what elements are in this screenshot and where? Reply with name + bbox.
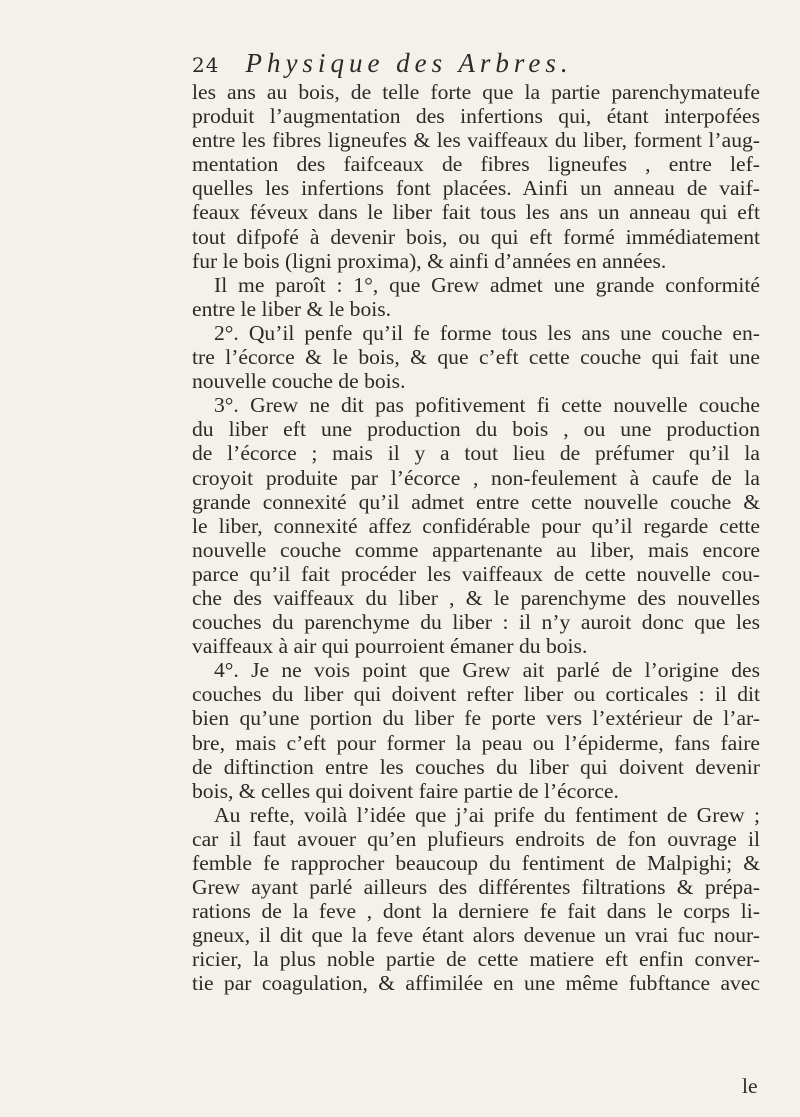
text-line: bois, & celles qui doivent faire partie de l’écorce. [192, 778, 619, 803]
text-line: Au refte, voilà l’idée que j’ai prife du fentiment de Grew ; [214, 802, 760, 827]
text-line: les ans au bois, de telle forte que la partie parenchymateufe [192, 80, 760, 104]
text-line: mentation des faifceaux de fibres ligneufes , entre lef- [192, 152, 760, 177]
text-line: rations de la feve , dont la derniere fe fait dans le corps li- [192, 899, 760, 924]
text-line: quelles les infertions font placées. Ainfi un anneau de vaif- [192, 176, 760, 201]
catchword: le [742, 1074, 758, 1098]
text-line: produit l’augmentation des infertions qui, étant interpofées [192, 104, 760, 129]
text-line: entre les fibres ligneufes & les vaiffeaux du liber, forment l’aug- [192, 128, 760, 153]
text-line: de l’écorce ; mais il y a tout lieu de préfumer qu’il la [192, 441, 760, 466]
text-line: fur le bois (ligni proxima), & ainfi d’années en années. [192, 248, 667, 273]
page-number: 24 [192, 53, 220, 77]
text-line: couches du parenchyme du liber : il n’y auroit donc que les [192, 610, 760, 635]
body-text [192, 80, 760, 996]
running-title: Physique des Arbres. [245, 48, 573, 78]
text-line: femble fe rapprocher beaucoup du fentiment de Malpighi; & [192, 851, 760, 875]
text-line: tout difpofé à devenir bois, ou qui eft formé immédiatement [192, 224, 760, 249]
text-line: nouvelle couche comme appartenante au liber, mais encore [192, 537, 760, 562]
text-line: parce qu’il fait procéder les vaiffeaux de cette nouvelle cou- [192, 561, 760, 586]
text-line: de diftinction entre les couches du liber qui doivent devenir [192, 754, 760, 779]
text-line: bre, mais c’eft pour former la peau ou l’épiderme, fans faire [192, 730, 760, 755]
text-line: 4°. Je ne vois point que Grew ait parlé de l’origine des [214, 658, 760, 683]
text-line: nouvelle couche de bois. [192, 369, 406, 394]
text-line: tre l’écorce & le bois, & que c’eft cette couche qui fait une [192, 345, 760, 370]
text-line: entre le liber & le bois. [192, 296, 392, 321]
text-line: le liber, connexité affez confidérable pour qu’il regarde cette [192, 513, 760, 538]
text-line: vaiffeaux à air qui pourroient émaner du bois. [192, 634, 588, 659]
text-line: che des vaiffeaux du liber , & le parenchyme des nouvelles [192, 585, 760, 610]
text-line: feaux féveux dans le liber fait tous les ans un anneau qui eft [192, 200, 760, 225]
text-line: bien qu’une portion du liber fe porte vers l’extérieur de l’ar- [192, 706, 760, 731]
text-line: 2°. Qu’il penfe qu’il fe forme tous les ans une couche en- [214, 320, 760, 345]
text-line: grande connexité qu’il admet entre cette nouvelle couche & [192, 489, 760, 514]
text-line: du liber eft une production du bois , ou une production [192, 417, 760, 442]
text-line: car il faut avouer qu’en plufieurs endroits de fon ouvrage il [192, 826, 760, 851]
text-line: couches du liber qui doivent refter liber ou corticales : il dit [192, 682, 760, 707]
text-line: Grew ayant parlé ailleurs des différentes filtrations & prépa- [192, 875, 760, 900]
text-line: 3°. Grew ne dit pas pofitivement fi cette nouvelle couche [214, 393, 760, 418]
text-line: Il me paroît : 1°, que Grew admet une grande conformité [214, 272, 760, 297]
text-line: gneux, il dit que la feve étant alors devenue un vrai fuc nour- [192, 923, 760, 948]
text-line: tie par coagulation, & affimilée en une même fubftance avec [192, 971, 760, 996]
text-line: ricier, la plus noble partie de cette matiere eft enfin conver- [192, 947, 760, 972]
page-header [192, 48, 760, 79]
text-line: croyoit produite par l’écorce , non-feulement à caufe de la [192, 465, 760, 490]
